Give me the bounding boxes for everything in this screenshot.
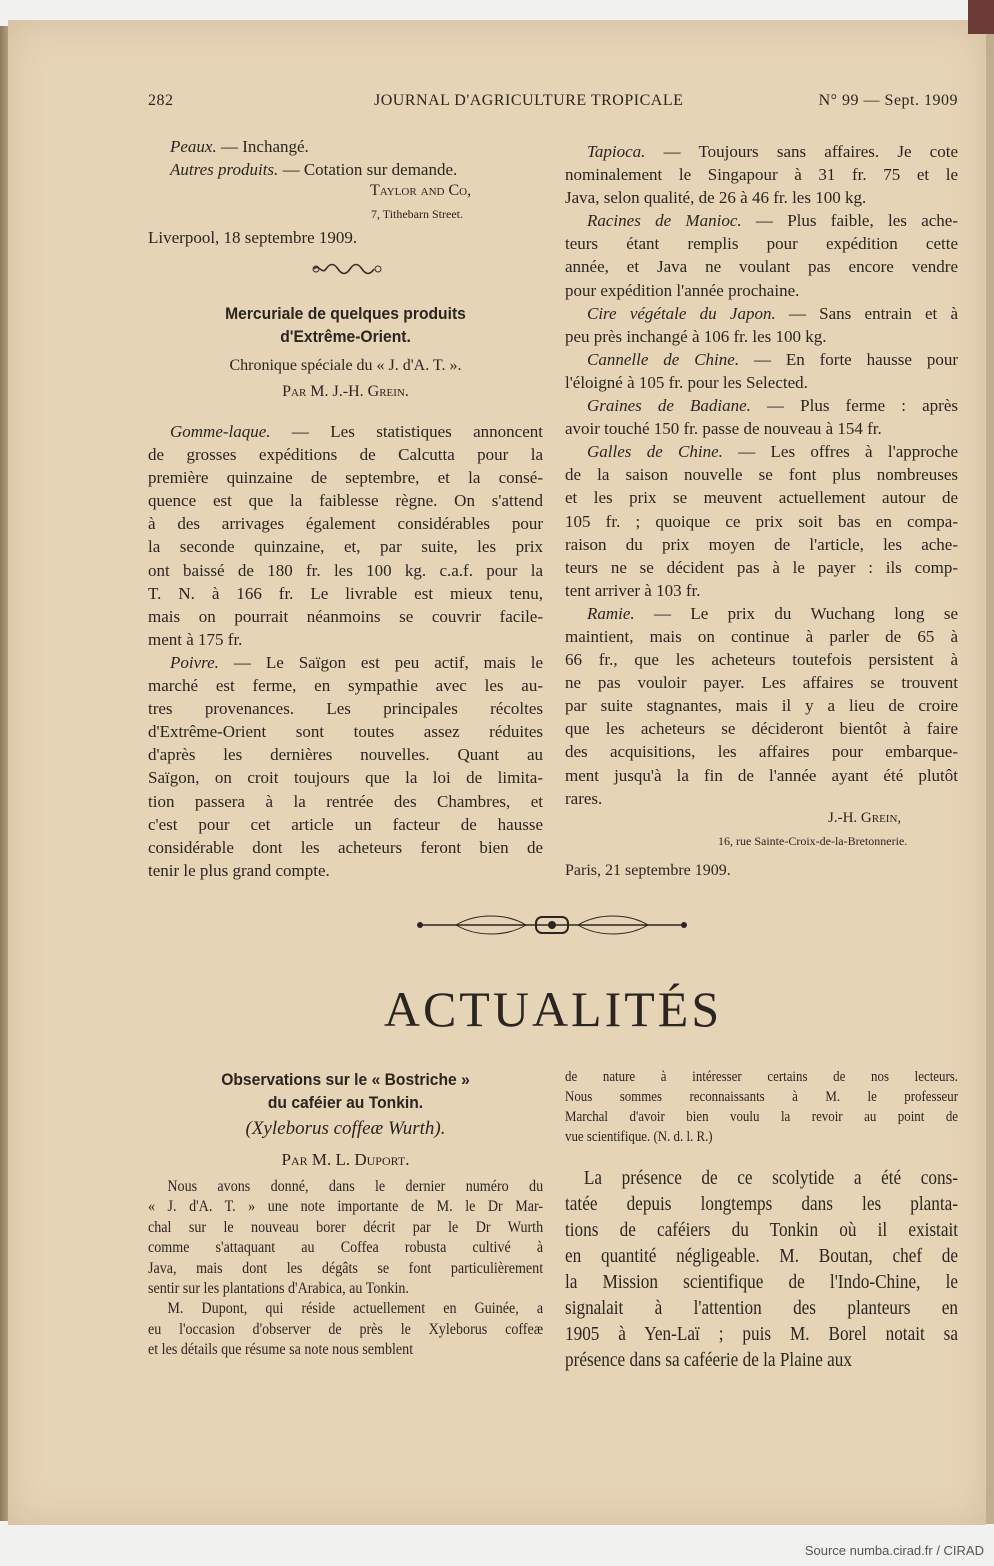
text-line (148, 1238, 543, 1258)
line-text: considérable dont les acheteurs feront bien de (148, 837, 543, 857)
text-line (148, 743, 543, 766)
line-text: 66 fr., que les acheteurs toutefois persistent à (565, 650, 958, 670)
line-text: tions de caféiers du Tonkin où il existait (565, 1219, 959, 1241)
paragraph-lead: Racines de Manioc. (587, 211, 742, 231)
bostriche-title (164, 1068, 527, 1114)
text-line (565, 694, 958, 717)
text-line (148, 1259, 543, 1279)
text-line (565, 1067, 958, 1087)
text-line (148, 1299, 543, 1319)
line-text: « J. d'A. T. » une note importante de M. le Dr Mar- (148, 1198, 544, 1216)
line-text: teurs étant remplis pour expédition cette (565, 234, 958, 254)
bostriche-species: (Xyleborus coffeæ Wurth). (245, 1118, 446, 1139)
paragraph-lead: Peaux. (170, 137, 217, 156)
text-line (565, 579, 958, 602)
line-text: ment jusqu'à la fin de l'année ayant été plutôt (565, 765, 958, 785)
left-top-paragraphs (148, 135, 543, 181)
line-text: Marchal d'avoir bien voulu la revoir au point de (565, 1109, 959, 1125)
line-text: par suite stagnantes, mais il y a lieu de croire (565, 696, 958, 716)
paragraph-lead: Autres produits. (170, 160, 279, 180)
line-text: — En forte hausse pour (739, 349, 958, 369)
text-line (148, 1197, 543, 1217)
text-line (148, 512, 543, 535)
text-line (565, 556, 958, 579)
text-line (565, 186, 958, 209)
paragraph-lead: Galles de Chine. (587, 442, 723, 462)
line-text: — Les offres à l'approche (722, 442, 958, 462)
line-text: vue scientifique. (N. d. l. R.) (565, 1129, 713, 1145)
line-text: avoir touché 150 fr. passe de nouveau à 154 fr. (565, 419, 882, 439)
line-text: maintient, mais on continue à parler de 65 à (565, 626, 958, 646)
text-line (565, 1243, 958, 1269)
line-text: — Inchangé. (216, 137, 309, 156)
text-line (565, 1127, 958, 1147)
text-line (565, 163, 958, 186)
text-line (565, 1191, 958, 1217)
text-line (565, 648, 958, 671)
text-line (148, 1320, 543, 1340)
text-line (565, 255, 958, 278)
line-text: signalait à l'attention des planteurs en (565, 1297, 959, 1319)
line-text: tenir le plus grand compte. (148, 860, 330, 880)
text-line (148, 559, 543, 582)
bostriche-byline: Par M. L. Duport. (281, 1150, 410, 1169)
text-line (148, 420, 543, 443)
text-line (565, 325, 958, 348)
text-line (148, 605, 543, 628)
journal-title: JOURNAL D'AGRICULTURE TROPICALE (374, 92, 684, 109)
line-text: ment à 175 fr. (148, 629, 243, 649)
line-text: nominalement le Singapour à 31 fr. 75 et le (565, 165, 958, 185)
paragraph-lead: Cannelle de Chine. (587, 349, 740, 369)
text-line (565, 1269, 958, 1295)
line-text: année, et Java ne voulant pas encore vendre (565, 257, 958, 277)
line-text: pour expédition l'année prochaine. (565, 280, 800, 300)
line-text: mais on pourrait néanmoins se couvrir facile- (148, 606, 543, 626)
line-text: tres provenances. Les principales récoltes (148, 699, 543, 719)
text-line (148, 443, 543, 466)
line-text: 105 fr. ; quoique ce prix soit bas en compa- (565, 511, 958, 531)
line-text: 1905 à Yen-Laï ; puis M. Borel notait sa (565, 1323, 959, 1345)
text-line (565, 486, 958, 509)
text-line (148, 651, 543, 674)
line-text: de nature à intéresser certains de nos lecteurs. (565, 1069, 959, 1085)
page-number: 282 (148, 92, 174, 109)
line-text: première quinzaine de septembre, et la consé- (148, 468, 543, 488)
text-line (148, 813, 543, 836)
text-line (148, 582, 543, 605)
text-line (565, 787, 958, 810)
line-text: des acquisitions, les affaires pour embarque- (565, 742, 958, 762)
text-line (565, 510, 958, 533)
text-line (565, 140, 958, 163)
book-cover-corner (968, 0, 994, 34)
text-line (565, 463, 958, 486)
text-line (148, 535, 543, 558)
mercuriale-title (164, 302, 527, 348)
dateline: Paris, 21 septembre 1909. (565, 862, 731, 879)
line-text: — Le Saïgon est peu actif, mais le (218, 652, 543, 672)
line-text: d'Extrême-Orient sont toutes assez réduites (148, 722, 543, 742)
line-text: — Sans entrain et à (775, 303, 958, 323)
line-text: tatée depuis longtemps dans les planta- (565, 1193, 959, 1215)
line-text: sentir sur les plantations d'Arabica, au Tonkin. (148, 1279, 409, 1297)
line-text: T. N. à 166 fr. Le livrable est mieux tenu, (148, 583, 543, 603)
issue-info: N° 99 — Sept. 1909 (818, 92, 958, 109)
line-text: quence est que la faiblesse règne. On s'attend (148, 491, 543, 511)
line-text: marché est ferme, en sympathie avec les au- (148, 676, 543, 696)
running-header (148, 92, 958, 114)
line-text: l'éloigné à 105 fr. pour les Selected. (565, 372, 808, 392)
text-line (565, 209, 958, 232)
line-text: — Plus faible, les ache- (741, 211, 958, 231)
text-line (565, 279, 958, 302)
line-text: Java, mais dont les dégâts se font particulièrement (148, 1259, 544, 1277)
text-line (565, 764, 958, 787)
line-text: à des arrivages également considérables pour (148, 514, 543, 534)
bostriche-intro-right (565, 1067, 958, 1147)
paragraph-lead: Graines de Badiane. (587, 396, 751, 416)
text-line (565, 740, 958, 763)
line-text: chal sur le nouveau borer décrit par le Dr Wurth (148, 1218, 544, 1236)
text-line (565, 1217, 958, 1243)
text-line (565, 417, 958, 440)
text-line (148, 697, 543, 720)
line-text: La présence de ce scolytide a été cons- (583, 1167, 959, 1189)
ornament-divider-icon (416, 914, 688, 936)
text-line (565, 1087, 958, 1107)
line-text: Saïgon, on croit toujours que la loi de limita- (148, 768, 543, 788)
line-text: teurs ne se décident pas à le payer : ils comp- (565, 557, 958, 577)
mercuriale-subtitle: Chronique spéciale du « J. d'A. T. ». (229, 357, 462, 374)
line-text: tent arriver à 103 fr. (565, 580, 701, 600)
bostriche-body (565, 1165, 958, 1373)
title-line: Observations sur le « Bostriche » (221, 1070, 470, 1089)
line-text: et les prix se meuvent actuellement autour de (565, 488, 958, 508)
line-text: rares. (565, 788, 603, 808)
text-line (148, 1177, 543, 1197)
line-text: de la saison nouvelle se font plus nombreuses (565, 465, 958, 485)
text-line (148, 628, 543, 651)
text-line (148, 674, 543, 697)
mercuriale-left-column (148, 420, 543, 882)
text-line (565, 394, 958, 417)
page-right-edge (986, 34, 994, 1524)
text-line (148, 489, 543, 512)
paragraph-lead: Gomme-laque. (170, 422, 271, 441)
line-text: comme s'attaquant au Coffea robusta cultivé à (148, 1239, 544, 1257)
dateline: Liverpool, 18 septembre 1909. (148, 228, 358, 247)
signature-name: J.-H. Grein, (828, 810, 902, 826)
text-line (148, 766, 543, 789)
line-text: raison du prix moyen de l'article, les ache- (565, 534, 958, 554)
text-line (565, 533, 958, 556)
line-text: présence dans sa caféerie de la Plaine aux (565, 1349, 852, 1371)
line-text: en quantité négligeable. M. Boutan, chef de (565, 1245, 959, 1267)
section-heading: ACTUALITÉS (383, 981, 723, 1037)
text-line (148, 859, 543, 882)
text-line (565, 717, 958, 740)
text-line (565, 440, 958, 463)
source-credit: Source numba.cirad.fr / CIRAD (804, 1543, 984, 1558)
line-text: la Mission scientifique de l'Indo-Chine, le (565, 1271, 959, 1293)
line-text: — Plus ferme : après (750, 396, 958, 416)
text-line (565, 302, 958, 325)
text-line (565, 348, 958, 371)
paragraph-lead: Ramie. (587, 603, 635, 623)
text-line (565, 671, 958, 694)
line-text: que les acheteurs se décideront bientôt à faire (565, 719, 958, 739)
paragraph-lead: Poivre. (170, 652, 219, 672)
text-line (565, 1295, 958, 1321)
line-text: tion passera à la rentrée des Chambres, et (148, 791, 543, 811)
line-text: c'est pour cet article un facteur de hausse (148, 814, 543, 834)
text-line (148, 836, 543, 859)
ornament-icon (312, 262, 382, 276)
text-line (148, 466, 543, 489)
paragraph-lead: Cire végétale du Japon. (587, 303, 776, 323)
mercuriale-right-column (565, 140, 958, 810)
bostriche-intro-left (148, 1177, 543, 1361)
line-text: Java, selon qualité, de 26 à 46 fr. les 100 kg. (565, 188, 867, 208)
signature-address: 16, rue Sainte-Croix-de-la-Bretonnerie. (718, 834, 908, 848)
line-text: — Les statistiques annoncent (270, 422, 543, 441)
signature-name: Taylor and Co, (370, 182, 472, 199)
line-text: la seconde quinzaine, et, par suite, les prix (148, 537, 543, 557)
line-text: M. Dupont, qui réside actuellement en Guinée, a (167, 1300, 544, 1318)
signature-address: 7, Tithebarn Street. (371, 207, 463, 221)
text-line (148, 1279, 543, 1299)
text-line (148, 135, 543, 158)
text-line (565, 371, 958, 394)
paragraph-lead: Tapioca. (587, 142, 646, 161)
line-text: de grosses expéditions de Calcutta pour la (148, 445, 543, 465)
line-text: Nous avons donné, dans le dernier numéro du (167, 1178, 544, 1195)
line-text: — Le prix du Wuchang long se (634, 603, 958, 623)
line-text: — Toujours sans affaires. Je cote (645, 142, 958, 161)
text-line (148, 158, 543, 181)
line-text: eu l'occasion d'observer de près le Xyleborus coffeæ (148, 1320, 544, 1338)
text-line (565, 1165, 958, 1191)
text-line (565, 1321, 958, 1347)
line-text: ont baissé de 180 fr. les 100 kg. c.a.f. pour la (148, 560, 543, 580)
line-text: — Cotation sur demande. (278, 160, 458, 180)
text-line (565, 1107, 958, 1127)
text-line (565, 602, 958, 625)
text-line (148, 720, 543, 743)
line-text: peu près inchangé à 106 fr. les 100 kg. (565, 326, 827, 346)
mercuriale-byline: Par M. J.-H. Grein. (282, 383, 409, 400)
title-line: Mercuriale de quelques produits (225, 304, 466, 323)
title-line: du caféier au Tonkin. (267, 1093, 424, 1112)
text-line (148, 1340, 543, 1360)
line-text: d'après les dernières nouvelles. Quant au (148, 745, 543, 765)
text-line (148, 1218, 543, 1238)
title-line: d'Extrême-Orient. (280, 327, 411, 346)
text-line (148, 790, 543, 813)
text-line (565, 1347, 958, 1373)
line-text: ne pas vouloir payer. Les affaires se trouvent (565, 673, 958, 693)
text-line (565, 625, 958, 648)
line-text: Nous sommes reconnaissants à M. le professeur (565, 1089, 959, 1105)
line-text: et les détails que résume sa note nous semblent (148, 1341, 414, 1359)
text-line (565, 232, 958, 255)
